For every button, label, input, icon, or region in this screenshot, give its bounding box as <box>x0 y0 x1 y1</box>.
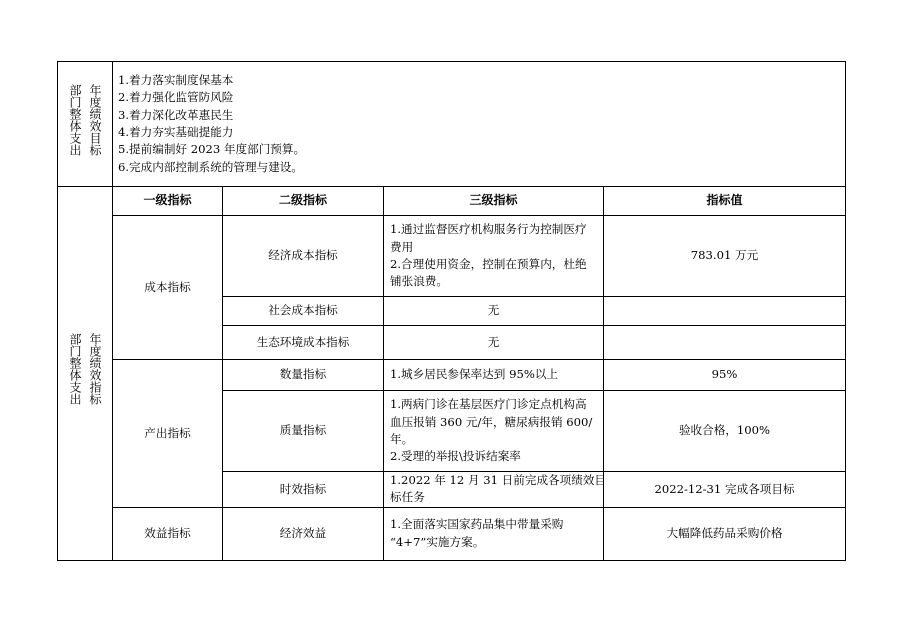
level3-line: 费用 <box>390 239 414 254</box>
table-row <box>58 360 846 391</box>
performance-goals-table <box>57 61 846 561</box>
header-level1: 一级指标 <box>113 187 223 216</box>
level3-line: 1.通过监督医疗机构服务行为控制医疗 <box>390 222 587 237</box>
level2-cell: 经济成本指标 <box>223 216 384 297</box>
level3-line: 无 <box>487 334 500 349</box>
value-cell-empty <box>604 326 846 360</box>
level2-cell: 社会成本指标 <box>223 297 384 326</box>
level1-cell: 成本指标 <box>113 216 223 360</box>
level3-cell <box>384 507 604 560</box>
value-cell: 验收合格，100% <box>604 391 846 472</box>
goal-item: 3.着力深化改革惠民生 <box>118 107 234 122</box>
value-cell: 783.01 万元 <box>604 216 846 297</box>
level3-line: “4+7”实施方案。 <box>390 534 485 549</box>
level2-cell: 生态环境成本指标 <box>223 326 384 360</box>
level3-line: 1.全面落实国家药品集中带量采购 <box>390 517 564 532</box>
level2-cell: 时效指标 <box>223 472 384 508</box>
level3-cell <box>384 360 604 391</box>
level3-line: 2.受理的举报\投诉结案率 <box>390 449 521 464</box>
value-cell: 2022-12-31 完成各项目标 <box>604 472 846 508</box>
goal-item: 1.着力落实制度保基本 <box>118 72 234 87</box>
level3-line: 1.2022 年 12 月 31 日前完成各项绩效目 <box>390 473 607 487</box>
indicators-section-label: 部门整体支出年度绩效指标 <box>68 332 102 405</box>
goal-item: 2.着力强化监管防风险 <box>118 90 234 105</box>
level3-cell <box>384 216 604 297</box>
level3-line: 血压报销 360 元/年，糖尿病报销 600/ <box>390 414 593 429</box>
goal-item: 6.完成内部控制系统的管理与建设。 <box>118 159 303 174</box>
table-row <box>58 216 846 297</box>
header-level2: 二级指标 <box>223 187 384 216</box>
level1-cell: 产出指标 <box>113 360 223 508</box>
document-page <box>57 61 846 561</box>
level3-cell <box>384 391 604 472</box>
table-row <box>58 507 846 560</box>
value-cell: 95% <box>604 360 846 391</box>
level3-line: 年。 <box>390 432 414 446</box>
goals-list-cell <box>113 62 846 187</box>
level3-line: 2.合理使用资金，控制在预算内，杜绝 <box>390 257 587 271</box>
indicators-label-cell <box>58 187 113 561</box>
value-cell: 大幅降低药品采购价格 <box>604 507 846 560</box>
level3-line: 1.两病门诊在基层医疗门诊定点机构高 <box>390 397 587 412</box>
level3-cell <box>384 472 607 508</box>
level3-cell <box>384 297 604 326</box>
level3-line: 1.城乡居民参保率达到 95%以上 <box>390 367 559 382</box>
header-level3: 三级指标 <box>384 187 604 216</box>
level3-line: 无 <box>487 303 500 318</box>
goals-label-cell <box>58 62 113 187</box>
goal-item: 4.着力夯实基础提能力 <box>118 125 234 139</box>
level1-cell: 效益指标 <box>113 507 223 560</box>
header-row <box>58 187 846 216</box>
level2-cell: 数量指标 <box>223 360 384 391</box>
value-cell-empty <box>604 297 846 326</box>
level2-cell: 质量指标 <box>223 391 384 472</box>
goals-section-label: 部门整体支出年度绩效目标 <box>68 83 102 156</box>
goals-row <box>58 62 846 187</box>
level3-cell <box>384 326 604 360</box>
header-value: 指标值 <box>604 187 846 216</box>
level3-line: 标任务 <box>390 490 425 505</box>
level3-line: 铺张浪费。 <box>390 274 448 289</box>
goal-item: 5.提前编制好 2023 年度部门预算。 <box>118 142 306 157</box>
level2-cell: 经济效益 <box>223 507 384 560</box>
